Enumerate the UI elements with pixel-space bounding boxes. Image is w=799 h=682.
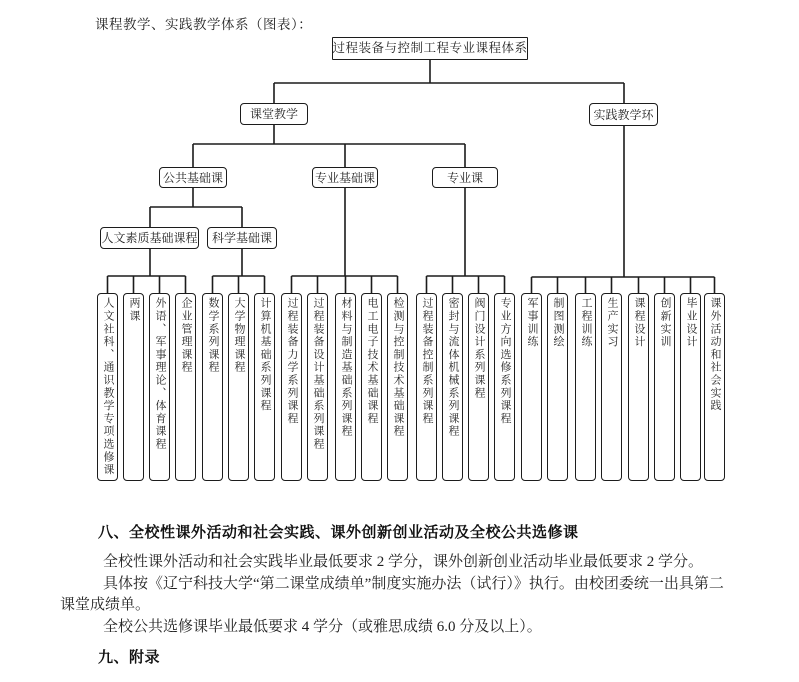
paragraph-implementation-method: 具体按《辽宁科技大学“第二课堂成绩单”制度实施办法（试行）》执行。由校团委统一出具第二课堂成绩单。 [60, 575, 724, 613]
leaf-label: 课外活动和社会实践 [709, 297, 721, 413]
diagram-box-professional-courses: 专业课 [432, 167, 498, 188]
leaf-box-21 [654, 293, 675, 481]
leaf-label: 检测与控制技术基础课程 [392, 297, 404, 438]
diagram-box-public-basic-courses: 公共基础课 [159, 167, 227, 188]
diagram-box-humanities-basic-courses: 人文素质基础课程 [100, 227, 199, 249]
leaf-box-11 [387, 293, 408, 481]
leaf-label: 密封与流体机械系列课程 [447, 297, 459, 438]
leaf-box-8 [307, 293, 328, 481]
leaf-label: 创新实训 [659, 297, 671, 349]
leaf-box-6 [254, 293, 275, 481]
leaf-label: 数学系列课程 [207, 297, 219, 374]
diagram-box-science-basic-courses: 科学基础课 [207, 227, 277, 249]
leaf-label: 大学物理课程 [233, 297, 245, 374]
leaf-box-0 [97, 293, 118, 481]
leaf-label: 计算机基础系列课程 [259, 297, 271, 413]
paragraph-elective-requirements: 全校公共选修课毕业最低要求 4 学分（或雅思成绩 6.0 分及以上）。 [103, 618, 542, 635]
leaf-box-12 [416, 293, 437, 481]
leaf-label: 制图测绘 [552, 297, 564, 349]
leaf-label: 毕业设计 [685, 297, 697, 349]
leaf-box-22 [680, 293, 701, 481]
leaf-box-9 [335, 293, 356, 481]
leaf-box-3 [175, 293, 196, 481]
leaf-label: 军事训练 [526, 297, 538, 349]
leaf-box-17 [547, 293, 568, 481]
leaf-label: 课程设计 [633, 297, 645, 349]
leaf-box-10 [361, 293, 382, 481]
diagram-box-classroom-teaching: 课堂教学 [240, 103, 308, 125]
leaf-box-1 [123, 293, 144, 481]
intro-line: 课程教学、实践教学体系（图表）： [95, 17, 313, 32]
leaf-label: 过程装备控制系列课程 [421, 297, 433, 425]
leaf-label: 过程装备设计基础系列课程 [312, 297, 324, 451]
leaf-box-19 [601, 293, 622, 481]
leaf-label: 专业方向选修系列课程 [499, 297, 511, 425]
section-heading-nine: 九、附录 [98, 649, 161, 666]
leaf-label: 工程训练 [580, 297, 592, 349]
paragraph-credit-requirements: 全校性课外活动和社会实践毕业最低要求 2 学分，课外创新创业活动毕业最低要求 2 学分。 [103, 554, 704, 570]
leaf-label: 生产实习 [606, 297, 618, 349]
leaf-box-18 [575, 293, 596, 481]
leaf-box-13 [442, 293, 463, 481]
leaf-box-4 [202, 293, 223, 481]
leaf-box-20 [628, 293, 649, 481]
leaf-box-15 [494, 293, 515, 481]
leaf-label: 企业管理课程 [180, 297, 192, 374]
diagram-root-box: 过程装备与控制工程专业课程体系 [332, 37, 528, 60]
leaf-label: 阀门设计系列课程 [473, 297, 485, 400]
leaf-box-7 [281, 293, 302, 481]
leaf-box-16 [521, 293, 542, 481]
leaf-label: 过程装备力学系列课程 [286, 297, 298, 425]
leaf-box-5 [228, 293, 249, 481]
diagram-box-practical-teaching: 实践教学环 [589, 103, 658, 126]
section-heading-eight: 八、全校性课外活动和社会实践、课外创新创业活动及全校公共选修课 [98, 524, 579, 541]
section-body [60, 552, 734, 638]
leaf-box-2 [149, 293, 170, 481]
leaf-label: 材料与制造基础系列课程 [340, 297, 352, 438]
leaf-label: 两课 [128, 297, 140, 323]
diagram-box-professional-basic-courses: 专业基础课 [312, 167, 378, 188]
leaf-label: 电工电子技术基础课程 [366, 297, 378, 425]
leaf-box-23 [704, 293, 725, 481]
leaf-label: 外语、军事理论、体育课程 [154, 297, 166, 451]
leaf-box-14 [468, 293, 489, 481]
leaf-label: 人文社科、通识教学专项选修课 [102, 297, 114, 477]
